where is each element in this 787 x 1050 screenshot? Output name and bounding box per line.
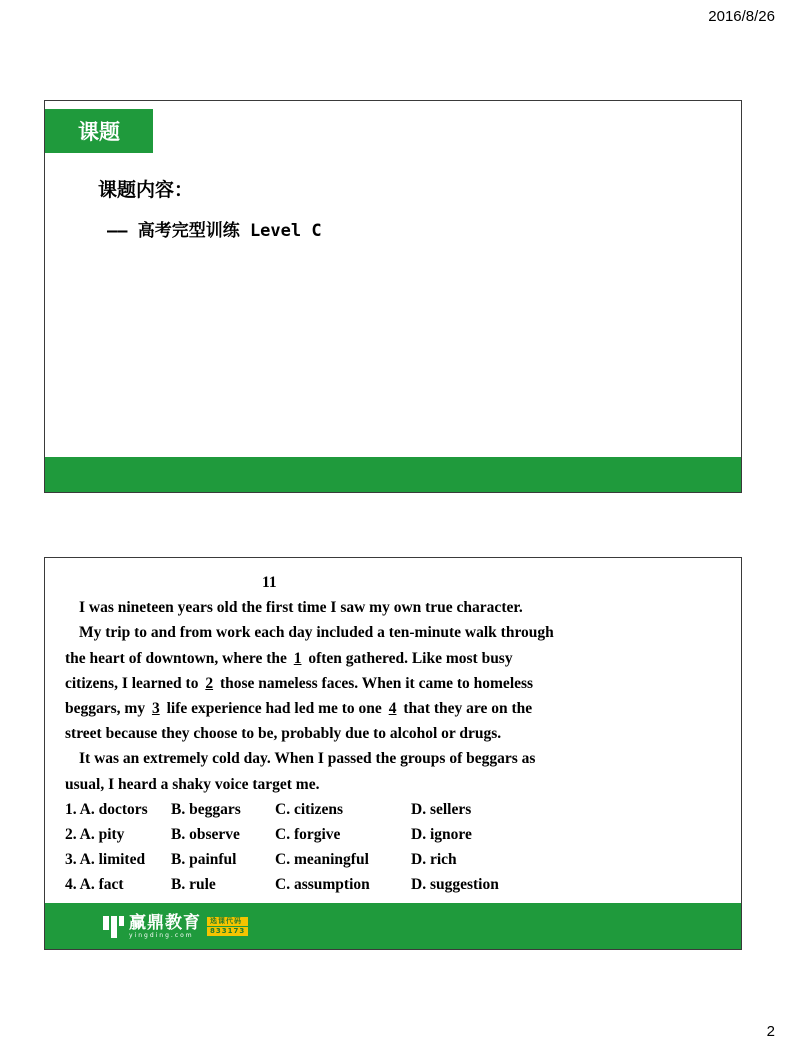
option-a: 3. A. limited [65,851,146,869]
footer-bar [45,903,741,949]
option-d: D. rich [411,851,457,869]
date-label: 2016/8/26 [708,8,775,25]
blank-2: 2 [205,674,214,692]
option-b: B. rule [171,876,216,894]
text-segment: those nameless faces. When it came to homeless [219,674,534,692]
option-d: D. suggestion [411,876,499,894]
option-c: C. meaningful [275,851,369,869]
text-segment: life experience had led me to one [166,699,382,717]
blank-3: 3 [151,699,160,717]
cloze-passage [65,570,685,897]
option-b: B. beggars [171,800,241,818]
passage-line [65,646,685,671]
option-b: B. observe [171,825,240,843]
text-segment: that they are on the [403,699,533,717]
slide-title-tag: 课题 [45,109,153,153]
text-segment: the heart of downtown, where the [65,649,287,667]
passage-line: street because they choose to be, probably due to alcohol or drugs. [65,725,502,743]
option-a: 2. A. pity [65,825,125,843]
option-d: D. ignore [411,825,472,843]
footer-bar [45,457,741,492]
page-number: 2 [766,1023,775,1040]
brand-logo [103,914,248,939]
passage-line: It was an extremely cold day. When I passed the groups of beggars as [79,750,536,768]
logo-domain: yingding.com [129,932,194,939]
passage-line [65,696,685,721]
text-segment: citizens, I learned to [65,674,199,692]
option-row-3 [65,847,685,872]
option-d: D. sellers [411,800,472,818]
badge-bottom: 833173 [207,927,248,936]
text-segment: often gathered. Like most busy [308,649,513,667]
option-a: 4. A. fact [65,876,124,894]
slide-1 [44,100,742,493]
passage-line: I was nineteen years old the first time I saw my own true character. [79,599,523,617]
logo-name: 赢鼎教育 [129,913,201,933]
blank-1: 1 [293,649,302,667]
slide-subtitle: —— 高考完型训练 Level C [107,221,322,241]
option-c: C. assumption [275,876,370,894]
passage-line: usual, I heard a shaky voice target me. [65,775,320,793]
slide-heading: 课题内容： [98,179,194,201]
passage-line: My trip to and from work each day included a ten-minute walk through [79,624,554,642]
option-a: 1. A. doctors [65,800,148,818]
slide-2 [44,557,742,950]
blank-4: 4 [388,699,397,717]
option-c: C. citizens [275,800,344,818]
option-row-1 [65,797,685,822]
logo-icon [103,916,123,938]
option-c: C. forgive [275,825,341,843]
text-segment: beggars, my [65,699,146,717]
option-b: B. painful [171,851,237,869]
passage-number: 11 [262,574,277,591]
badge-top: 选课代码 [207,917,248,926]
passage-line [65,671,685,696]
option-row-4 [65,872,685,897]
option-row-2 [65,822,685,847]
logo-badge [207,917,248,937]
